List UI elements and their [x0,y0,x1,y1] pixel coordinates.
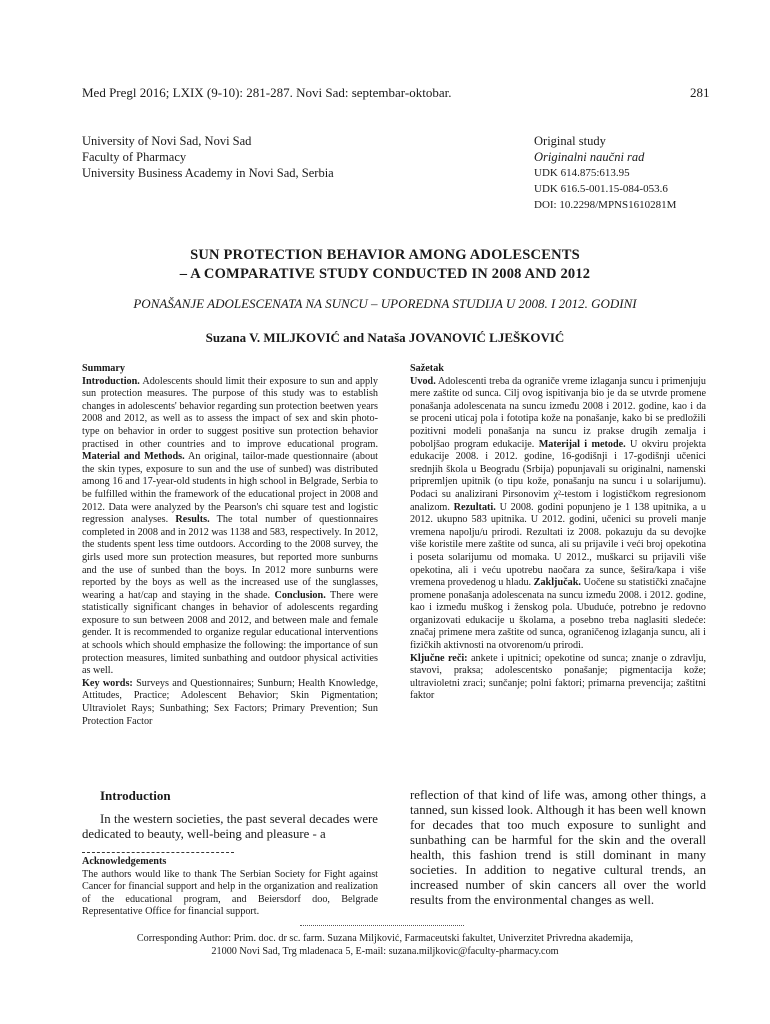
corresponding-line-1: Corresponding Author: Prim. doc. dr sc. farm. Suzana Miljković, Farmaceutski fakultet, Univerzitet Privredna akademija, [136,933,634,944]
abstract-heading: Sažetak [410,363,444,374]
text-keywords: Surveys and Questionnaires; Sunburn; Health Knowledge, Attitudes, Practice; Adolescent Behavior; Skin Pigmentation; Ultraviolet Rays; Sunbathing; Sex Factors; Primary Prevention; Sun Protection Factor [82,677,379,727]
label-introduction: Uvod. [410,375,436,387]
keywords [410,653,706,703]
article-title [82,246,688,284]
text-keywords: ankete i upitnici; opekotine od sunca; znanje o zdravlju, stavovi, praksa; adolescentsko ponašanje; pigmentacija kože; ultravioletni zraci; sunčanje; polni faktori; primarna prevencija; zaštitni faktor [410,652,706,702]
affiliation-line: Faculty of Pharmacy [82,150,187,164]
corresponding-line-2: 21000 Novi Sad, Trg mladenaca 5, E-mail: suzana.miljkovic@faculty-pharmacy.com [211,946,559,957]
text-methods: An original, tailor-made questionnaire (about the skin types, exposure to sun and the use of sunbed) was distributed among 16 and 17-year-old students in high school in Belgrade, Serbia to be fulfilled within the framework of the educational project in 2008 and 2012. Data were analyzed by the Pearson's chi square test and logistic regression analyses. [82,451,379,526]
authors: Suzana V. MILJKOVIĆ and Nataša JOVANOVIĆ LJEŠKOVIĆ [205,330,565,345]
corresponding-divider [300,925,464,926]
label-results: Rezultati. [453,501,496,513]
acknowledgements [82,856,378,919]
introduction-continuation: reflection of that kind of life was, among other things, a tanned, sun kissed look. Although it has been well known for decades that too much exposure to sunlight and sunbathing can be harmful for the skin and the overall health, this fashion trend is still dominant in many societies. In addition to negative cultural trends, an increased number of skin cancers all over the world results from the environmental changes as well. [410,788,706,907]
text-introduction: Adolescenti treba da ograniče vreme izlaganja suncu i primenjuju mere zaštite od sunca. Cilj ovog ispitivanja bio je da se utvrde promene ponašanja adolescenata na suncu između 2008 i 2012. godine, kao i da se proceni uticaj pola i fototipa kože na ponašanje, kako bi se predložili pozitivni modeli ponašanja na suncu iz prakse drugih zemalja i poboljšao program edukacije. [410,375,706,450]
text-results: The total number of questionnaires completed in 2008 and in 2012 was 1138 and 583, respectively. In 2012, the students spent less time outdoors. According to the 2008 survey, the girls used more sun protection measures, but reported more sunburns and the use of sunbed than the boys. In 2012 more sunburns were reported by the boys as well as the increased use of the sunglasses, wearing a hat/cap and staying in the shade. [82,514,378,601]
label-introduction: Introduction. [82,375,140,387]
label-keywords: Key words: [82,677,133,689]
udk-code-2: UDK 616.5-001.15-084-053.6 [534,183,668,195]
doi: DOI: 10.2298/MPNS1610281M [534,199,677,211]
affiliation-line: University of Novi Sad, Novi Sad [82,134,252,148]
acknowledgements-text: The authors would like to thank The Serbian Society for Fight against Cancer for financial support and help in the organization and realization of the educational program, and Beiersdorf doo, Belgrade Representative Office for financial support. [82,868,378,918]
text-introduction: Adolescents should limit their exposure to sun and apply sun protection measures. The purpose of this study was to establish changes in adolescents' behavior regarding sun protection beetwen years 2008 and 2012, as well as to assess the impact of sex and skin photo-type on behavior in order to suggest positive sun protection behavior practised in other countries and to improve educational program. [82,375,378,450]
abstract-body [410,376,706,653]
keywords [82,678,378,728]
page-number: 281 [690,85,710,100]
udk-code-1: UDK 614.875:613.95 [534,167,630,179]
abstract-heading: Summary [82,363,126,374]
corresponding-author [82,932,688,958]
journal-citation: Med Pregl 2016; LXIX (9-10): 281-287. Novi Sad: septembar-oktobar. [82,85,452,100]
label-results: Results. [175,514,210,526]
affiliations [82,133,334,181]
introduction-text: In the western societies, the past several decades were dedicated to beauty, well-being and pleasure - a [82,812,378,841]
text-conclusion: There were statistically significant changes in behavior of adolescents regarding exposure to sun between 2008 and 2012, and between male and female gender. It is recommended to organize regular educational interventions at schools which should emphasize the following: the importance of sun protection measures, limited sunbathing and outdoor physical activities as well. [82,589,378,677]
abstract-serbian [410,363,706,703]
introduction-heading: Introduction [100,788,171,803]
article-type-en: Original study [534,134,606,148]
title-line-2: – A COMPARATIVE STUDY CONDUCTED IN 2008 AND 2012 [179,266,591,282]
text-results: U 2008. godini popunjeno je 1 138 upitnika, a u 2012. ukupno 583 upitnika. U 2012. godini, učenici su proveli manje vremena napolju/u prirodi. Rezultati iz 2008. pokazuju da su devojke više koristile mere zaštite od sunca, ali su prijavile i veći broj opekotina i poseta solarijumu od momaka. U 2012., muškarci su prijavili više opekotina, ali i veću upotrebu naočara za sunce, šešira/kapa i više vremena provedenog u hladu. [410,501,706,589]
label-methods: Materijal i metode. [538,438,626,450]
label-methods: Material and Methods. [82,451,185,463]
label-conclusion: Zaključak. [533,577,581,589]
text-conclusion: Uočene su statistički značajne promene ponašanja adolescenata na suncu između 2008. i 2012. godine, kao i između muškog i ženskog pola. Ubuduće, potrebno je redovno organizovati edukacije u školama, a posebno treba naglasiti sledeće: značaj primene mera zaštite od sunca, ograničenog izlaganja suncu, ali i fizičkih aktivnosti na otvorenom/u prirodi. [410,577,707,652]
article-meta [534,133,676,213]
footnote-divider [82,852,234,853]
abstract-english [82,363,378,728]
abstract-body [82,376,378,678]
article-subtitle: PONAŠANJE ADOLESCENATA NA SUNCU – UPOREDNA STUDIJA U 2008. I 2012. GODINI [133,296,637,311]
acknowledgements-heading: Acknowledgements [82,856,167,867]
affiliation-line: University Business Academy in Novi Sad, Serbia [82,166,334,180]
label-conclusion: Conclusion. [274,589,326,601]
text-methods: U okviru projekta edukacije 2008. i 2012. godine, 16-godišnji i 17-godišnji učenici srednjih škola u Beogradu (Srbija) popunjavali su originalni, namenski pripremljen upitnik (o tipu kože, ponašanju na suncu i u solarijumu). Podaci su analizirani Pirsonovim χ²-testom i logističkom regresionom analizom. [410,438,706,513]
title-line-1: SUN PROTECTION BEHAVIOR AMONG ADOLESCENTS [190,247,580,263]
label-keywords: Ključne reči: [410,652,468,664]
article-type-sr: Originalni naučni rad [534,150,645,164]
